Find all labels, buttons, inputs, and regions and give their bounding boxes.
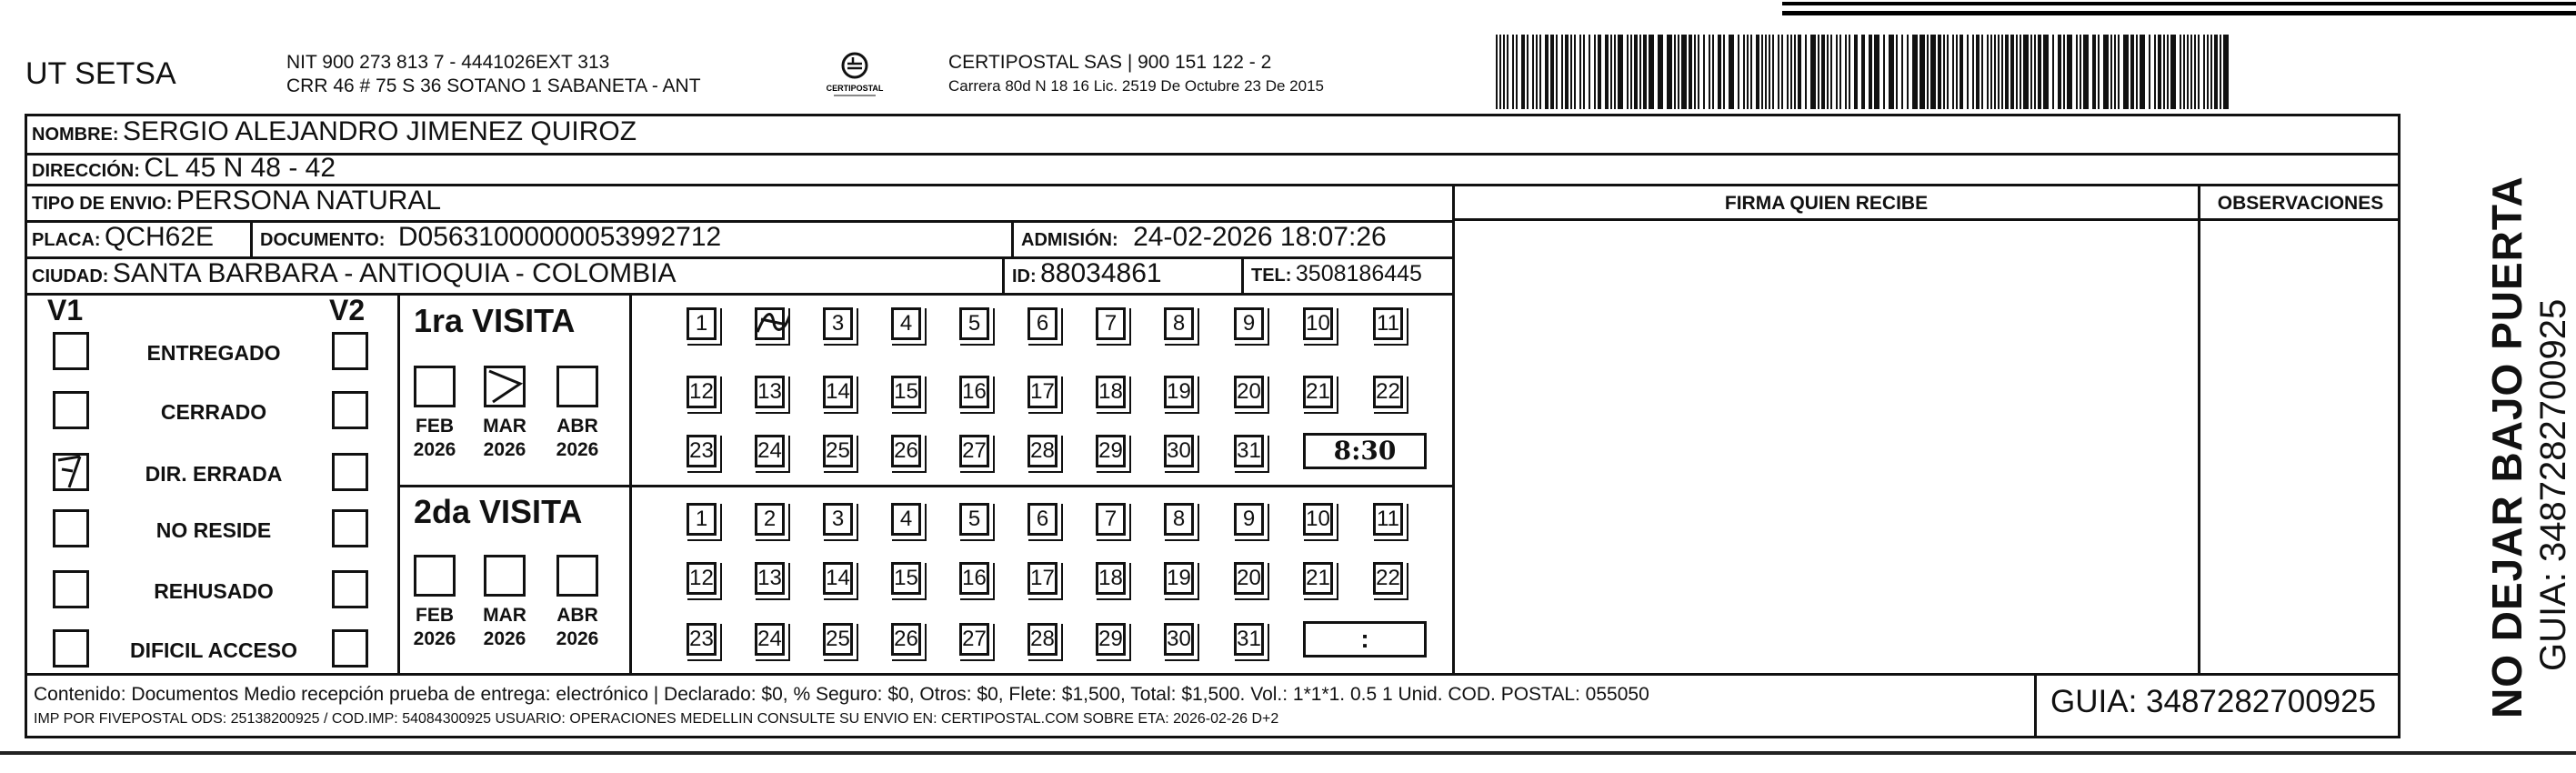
v2-checkbox[interactable] xyxy=(332,570,368,608)
month-label xyxy=(403,415,466,462)
admision-label: ADMISIÓN: xyxy=(1021,230,1118,250)
day-box[interactable]: 5 xyxy=(959,503,989,536)
tipo-row xyxy=(25,186,441,216)
visit-divider xyxy=(397,485,1452,487)
certipostal-logo xyxy=(823,44,887,107)
day-box[interactable]: 2 xyxy=(755,503,785,536)
id-row xyxy=(1005,258,1162,289)
col-line xyxy=(397,293,400,673)
day-box[interactable]: 16 xyxy=(959,376,989,408)
tel-row xyxy=(1244,261,1422,287)
day-box[interactable]: 23 xyxy=(687,435,717,467)
ciudad-label: CIUDAD: xyxy=(32,266,109,286)
month-year: 2026 xyxy=(483,628,526,649)
documento-row xyxy=(253,222,721,253)
day-box[interactable]: 19 xyxy=(1164,376,1194,408)
ciudad-value: SANTA BARBARA - ANTIOQUIA - COLOMBIA xyxy=(112,258,677,288)
col-line xyxy=(2198,184,2200,673)
day-box[interactable]: 8 xyxy=(1164,307,1194,340)
side-warning: NO DEJAR BAJO PUERTA xyxy=(2483,176,2531,718)
v1-checkbox[interactable] xyxy=(53,391,89,429)
day-box[interactable]: 28 xyxy=(1027,623,1057,656)
day-box[interactable]: 29 xyxy=(1096,435,1126,467)
observaciones-header: OBSERVACIONES xyxy=(2217,193,2384,214)
day-box[interactable]: 30 xyxy=(1164,435,1194,467)
col-line xyxy=(2034,673,2037,738)
day-box[interactable]: 21 xyxy=(1303,562,1333,595)
placa-row xyxy=(25,222,214,253)
day-box[interactable]: 19 xyxy=(1164,562,1194,595)
id-label: ID: xyxy=(1012,266,1037,286)
direccion-label: DIRECCIÓN: xyxy=(32,161,140,181)
v1-checkbox[interactable] xyxy=(53,629,89,668)
side-guia: GUIA: 3487282700925 xyxy=(2533,298,2573,671)
documento-label: DOCUMENTO: xyxy=(260,230,386,250)
day-box[interactable]: 14 xyxy=(823,562,853,595)
month-label xyxy=(473,415,536,462)
second-visit-time[interactable]: : xyxy=(1303,621,1427,658)
day-box[interactable]: 17 xyxy=(1027,376,1057,408)
day-box[interactable]: 27 xyxy=(959,435,989,467)
month-checkbox[interactable] xyxy=(556,555,598,597)
col-line xyxy=(629,293,632,673)
status-label: ENTREGADO xyxy=(146,341,281,365)
footer-content-line: Contenido: Documentos Medio recepción prueba de entrega: electrónico | Declarado: $0, % Seguro: $0, Otros: $0, Flete: $1,500, Total: $1,500. Vol.: 1*1*1. 0.5 1 Unid. COD. POSTAL: 055050 xyxy=(34,684,1649,705)
day-box[interactable]: 8 xyxy=(1164,503,1194,536)
v2-checkbox[interactable] xyxy=(332,453,368,491)
v1-checkbox[interactable] xyxy=(53,332,89,370)
day-box[interactable]: 18 xyxy=(1096,376,1126,408)
v1-checkbox[interactable] xyxy=(53,453,89,491)
nombre-label: NOMBRE: xyxy=(32,125,119,145)
v1-checkbox[interactable] xyxy=(53,509,89,547)
v1-header: V1 xyxy=(47,294,84,326)
firma-header: FIRMA QUIEN RECIBE xyxy=(1724,193,1929,214)
day-box[interactable]: 13 xyxy=(755,562,785,595)
first-visit-title: 1ra VISITA xyxy=(414,302,576,339)
day-box[interactable]: 28 xyxy=(1027,435,1057,467)
id-value: 88034861 xyxy=(1040,258,1162,288)
day-box[interactable]: 5 xyxy=(959,307,989,340)
month-name: ABR xyxy=(556,416,598,437)
day-box[interactable]: 9 xyxy=(1234,307,1264,340)
day-box[interactable]: 1 xyxy=(687,503,717,536)
col-line xyxy=(1452,184,1455,673)
v2-checkbox[interactable] xyxy=(332,391,368,429)
month-name: MAR xyxy=(483,605,526,626)
month-year: 2026 xyxy=(413,439,456,460)
month-label xyxy=(473,604,536,651)
day-box[interactable]: 6 xyxy=(1027,307,1057,340)
day-box[interactable]: 13 xyxy=(755,376,785,408)
day-box[interactable]: 11 xyxy=(1373,503,1403,536)
month-year: 2026 xyxy=(483,439,526,460)
documento-value: D05631000000053992712 xyxy=(397,222,722,252)
certipostal-info xyxy=(948,51,1324,98)
first-visit-time[interactable]: 8:30 xyxy=(1303,433,1427,469)
month-label xyxy=(546,415,609,462)
admision-row xyxy=(1014,222,1387,253)
day-box[interactable]: 12 xyxy=(687,376,717,408)
day-box[interactable]: 3 xyxy=(823,307,853,340)
day-box[interactable]: 26 xyxy=(891,435,921,467)
footer-print-line: IMP POR FIVEPOSTAL ODS: 25138200925 / COD.IMP: 54084300925 USUARIO: OPERACIONES MEDELLIN CONSULTE SU ENVIO EN: CERTIPOSTAL.COM SOBRE ETA: 2026-02-26 D+2 xyxy=(34,711,1279,727)
day-box[interactable]: 3 xyxy=(823,503,853,536)
day-box[interactable]: 6 xyxy=(1027,503,1057,536)
second-visit-title: 2da VISITA xyxy=(414,493,583,530)
row-line xyxy=(25,153,2401,156)
month-checkbox[interactable] xyxy=(484,366,526,407)
month-year: 2026 xyxy=(556,628,599,649)
day-box[interactable]: 23 xyxy=(687,623,717,656)
month-name: MAR xyxy=(483,416,526,437)
day-box[interactable]: 27 xyxy=(959,623,989,656)
month-checkbox[interactable] xyxy=(414,366,456,407)
v2-header: V2 xyxy=(329,294,366,326)
scan-edge-top xyxy=(1782,2,2576,16)
company-name: UT SETSA xyxy=(25,56,176,91)
admision-value: 24-02-2026 18:07:26 xyxy=(1133,222,1387,252)
month-checkbox[interactable] xyxy=(484,555,526,597)
day-box[interactable]: 24 xyxy=(755,623,785,656)
row-line xyxy=(25,673,2401,676)
status-label: CERRADO xyxy=(160,400,267,424)
day-box[interactable]: 22 xyxy=(1373,562,1403,595)
day-box[interactable]: 4 xyxy=(891,503,921,536)
day-box[interactable]: 31 xyxy=(1234,435,1264,467)
direccion-value: CL 45 N 48 - 42 xyxy=(144,153,336,183)
status-label: REHUSADO xyxy=(154,579,274,603)
day-box[interactable]: 24 xyxy=(755,435,785,467)
day-box[interactable]: 29 xyxy=(1096,623,1126,656)
address-line: CRR 46 # 75 S 36 SOTANO 1 SABANETA - ANT xyxy=(286,75,701,96)
row-line xyxy=(25,293,1452,296)
placa-label: PLACA: xyxy=(32,230,101,250)
day-box[interactable]: 25 xyxy=(823,623,853,656)
direccion-row xyxy=(25,153,336,184)
certi-line1: CERTIPOSTAL SAS | 900 151 122 - 2 xyxy=(948,52,1272,73)
day-box[interactable]: 15 xyxy=(891,562,921,595)
placa-value: QCH62E xyxy=(105,222,215,252)
day-box[interactable]: 25 xyxy=(823,435,853,467)
nit-line: NIT 900 273 813 7 - 4441026EXT 313 xyxy=(286,52,610,73)
logo-text: CERTIPOSTAL xyxy=(826,84,884,93)
day-box[interactable]: 14 xyxy=(823,376,853,408)
v2-checkbox[interactable] xyxy=(332,332,368,370)
ciudad-row xyxy=(25,258,676,289)
day-box[interactable]: 17 xyxy=(1027,562,1057,595)
footer-guia: GUIA: 3487282700925 xyxy=(2050,684,2377,719)
day-box[interactable]: 22 xyxy=(1373,376,1403,408)
side-text xyxy=(2482,176,2574,718)
month-label xyxy=(403,604,466,651)
day-box[interactable]: 15 xyxy=(891,376,921,408)
month-label xyxy=(546,604,609,651)
day-box[interactable]: 7 xyxy=(1096,307,1126,340)
certi-line2: Carrera 80d N 18 16 Lic. 2519 De Octubre 23 De 2015 xyxy=(948,77,1324,95)
day-box[interactable]: 26 xyxy=(891,623,921,656)
row-line xyxy=(1452,218,2401,221)
month-checkbox[interactable] xyxy=(414,555,456,597)
month-name: ABR xyxy=(556,605,598,626)
company-info xyxy=(286,51,701,98)
nombre-row xyxy=(25,116,636,147)
day-box[interactable]: 10 xyxy=(1303,307,1333,340)
tel-label: TEL: xyxy=(1251,266,1292,286)
day-box[interactable]: 9 xyxy=(1234,503,1264,536)
day-box[interactable]: 16 xyxy=(959,562,989,595)
day-box[interactable]: 12 xyxy=(687,562,717,595)
day-box[interactable]: 4 xyxy=(891,307,921,340)
day-box[interactable]: 7 xyxy=(1096,503,1126,536)
status-label: NO RESIDE xyxy=(155,518,272,542)
day-box[interactable]: 30 xyxy=(1164,623,1194,656)
barcode xyxy=(1496,35,2232,109)
day-box[interactable]: 10 xyxy=(1303,503,1333,536)
day-box[interactable]: 11 xyxy=(1373,307,1403,340)
day-box[interactable]: 20 xyxy=(1234,376,1264,408)
month-name: FEB xyxy=(416,605,454,626)
nombre-value: SERGIO ALEJANDRO JIMENEZ QUIROZ xyxy=(123,116,637,146)
status-label: DIFICIL ACCESO xyxy=(129,638,297,662)
day-box[interactable]: 18 xyxy=(1096,562,1126,595)
month-name: FEB xyxy=(416,416,454,437)
scan-edge-bottom xyxy=(0,751,2576,755)
day-box[interactable]: 21 xyxy=(1303,376,1333,408)
day-box[interactable]: 20 xyxy=(1234,562,1264,595)
tel-value: 3508186445 xyxy=(1295,261,1422,286)
month-year: 2026 xyxy=(556,439,599,460)
v2-checkbox[interactable] xyxy=(332,629,368,668)
v2-checkbox[interactable] xyxy=(332,509,368,547)
day-box[interactable]: 31 xyxy=(1234,623,1264,656)
month-checkbox[interactable] xyxy=(556,366,598,407)
tipo-value: PERSONA NATURAL xyxy=(175,186,442,216)
status-label: DIR. ERRADA xyxy=(145,462,283,486)
day-box[interactable]: 1 xyxy=(687,307,717,340)
tipo-label: TIPO DE ENVIO: xyxy=(32,194,173,214)
day-box[interactable] xyxy=(755,307,785,340)
v1-checkbox[interactable] xyxy=(53,570,89,608)
month-year: 2026 xyxy=(413,628,456,649)
